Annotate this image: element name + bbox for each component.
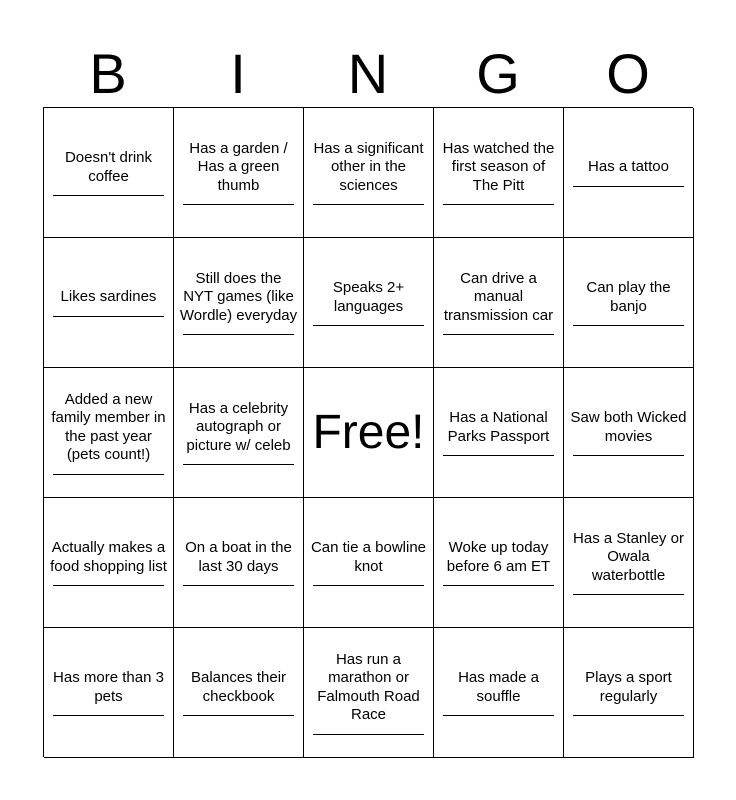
cell-text: Can tie a bowline knot [310, 539, 427, 575]
bingo-cell[interactable] [174, 628, 304, 758]
cell-text: On a boat in the last 30 days [185, 539, 292, 575]
bingo-cell[interactable] [434, 498, 564, 628]
bingo-cell[interactable] [564, 628, 694, 758]
cell-text: Added a new family member in the past year (pets count!) [51, 390, 166, 463]
cell-text: Has a garden / Has a green thumb [189, 139, 288, 194]
bingo-cell[interactable] [564, 238, 694, 368]
bingo-header [43, 40, 693, 108]
signature-line [313, 204, 424, 205]
free-space-text: Free! [312, 405, 425, 459]
signature-line [183, 204, 294, 205]
cell-text: Saw both Wicked movies [570, 409, 687, 445]
signature-line [573, 715, 684, 716]
bingo-cell[interactable] [174, 238, 304, 368]
bingo-cell[interactable] [304, 238, 434, 368]
bingo-cell[interactable] [174, 368, 304, 498]
bingo-cell[interactable] [44, 108, 174, 238]
bingo-cell[interactable] [434, 368, 564, 498]
cell-text: Still does the NYT games (like Wordle) everyday [179, 269, 298, 324]
cell-text: Speaks 2+ languages [332, 279, 405, 315]
cell-text: Has run a marathon or Falmouth Road Race [317, 650, 420, 723]
signature-line [53, 715, 164, 716]
cell-text: Actually makes a food shopping list [50, 539, 167, 575]
cell-text: Has made a souffle [458, 669, 539, 705]
header-letter-n: N [347, 42, 389, 105]
signature-line [183, 334, 294, 335]
bingo-cell[interactable] [44, 238, 174, 368]
signature-line [53, 585, 164, 586]
header-letter-g: G [476, 42, 520, 105]
bingo-cell[interactable] [304, 108, 434, 238]
cell-text: Has a significant other in the sciences [313, 139, 424, 194]
bingo-cell[interactable] [44, 368, 174, 498]
signature-line [183, 585, 294, 586]
bingo-cell[interactable] [304, 628, 434, 758]
bingo-grid [43, 107, 693, 757]
bingo-cell[interactable] [564, 498, 694, 628]
signature-line [53, 474, 164, 475]
signature-line [573, 186, 684, 187]
signature-line [443, 585, 554, 586]
signature-line [573, 325, 684, 326]
bingo-cell[interactable] [434, 238, 564, 368]
cell-text: Can play the banjo [586, 279, 671, 315]
header-letter-o: O [606, 42, 650, 105]
cell-text: Likes sardines [60, 288, 157, 306]
header-letter-i: I [230, 42, 246, 105]
signature-line [313, 734, 424, 735]
bingo-cell[interactable] [174, 498, 304, 628]
bingo-cell[interactable] [564, 108, 694, 238]
cell-text: Can drive a manual transmission car [443, 269, 554, 324]
signature-line [443, 715, 554, 716]
signature-line [573, 455, 684, 456]
bingo-cell[interactable] [564, 368, 694, 498]
cell-text: Woke up today before 6 am ET [446, 539, 551, 575]
signature-line [313, 585, 424, 586]
signature-line [443, 334, 554, 335]
cell-text: Balances their checkbook [190, 669, 287, 705]
cell-text: Doesn't drink coffee [64, 149, 153, 185]
free-space-cell[interactable] [304, 368, 434, 498]
bingo-cell[interactable] [44, 628, 174, 758]
signature-line [443, 455, 554, 456]
bingo-cell[interactable] [174, 108, 304, 238]
signature-line [183, 715, 294, 716]
signature-line [443, 204, 554, 205]
cell-text: Has a Stanley or Owala waterbottle [573, 529, 684, 584]
bingo-cell[interactable] [304, 498, 434, 628]
bingo-cell[interactable] [434, 628, 564, 758]
cell-text: Has more than 3 pets [53, 669, 164, 705]
signature-line [573, 594, 684, 595]
bingo-cell[interactable] [44, 498, 174, 628]
cell-text: Plays a sport regularly [585, 669, 672, 705]
cell-text: Has watched the first season of The Pitt [442, 139, 555, 194]
bingo-cell[interactable] [434, 108, 564, 238]
signature-line [53, 195, 164, 196]
header-letter-b: B [89, 42, 127, 105]
cell-text: Has a celebrity autograph or picture w/ celeb [186, 399, 291, 454]
cell-text: Has a tattoo [588, 158, 669, 176]
signature-line [313, 325, 424, 326]
cell-text: Has a National Parks Passport [447, 409, 550, 445]
signature-line [53, 316, 164, 317]
signature-line [183, 464, 294, 465]
